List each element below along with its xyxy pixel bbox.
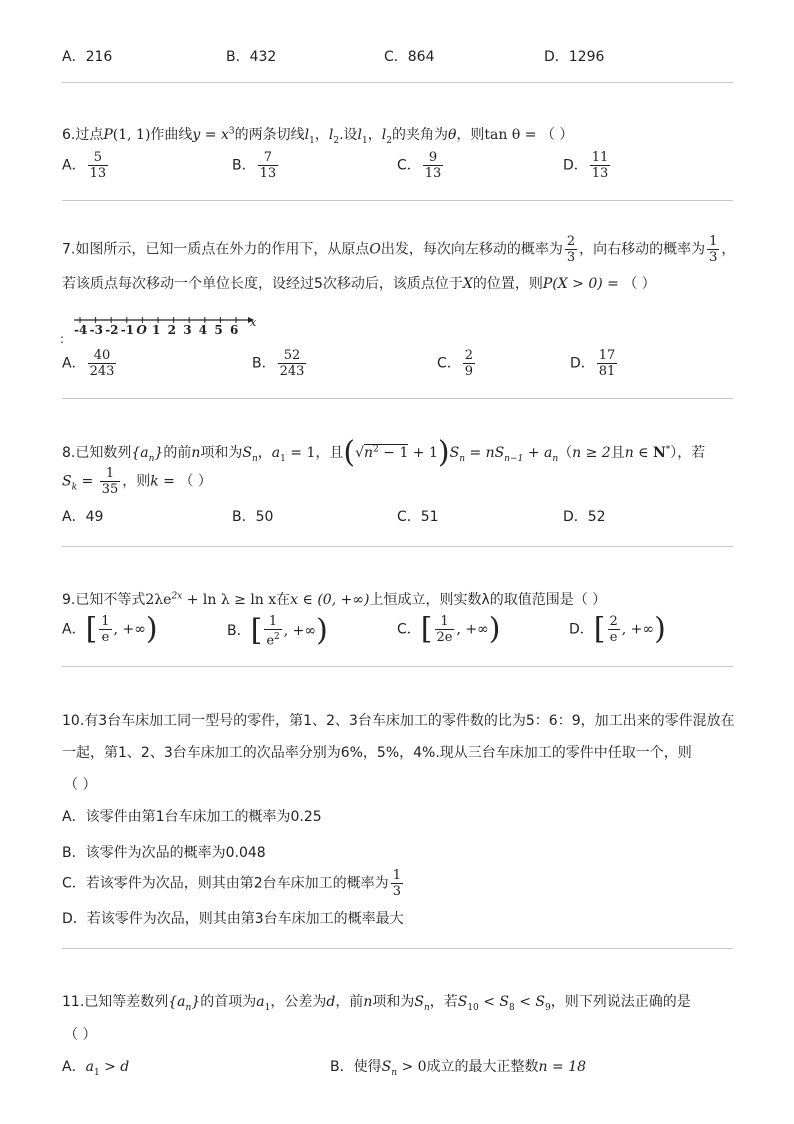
q10-option-a: A．该零件由第1台车床加工的概率为0.25 [62, 809, 322, 825]
q6-option-a: A． $\frac{5}{13}$ [62, 150, 107, 181]
q10-stem-line1: 10.有3台车床加工同一型号的零件，第1、2、3台车床加工的零件数的比为5：6：9，加工出来的零件混放在 [62, 713, 735, 729]
number-line-label: O [136, 323, 147, 337]
number-line-label: 6 [230, 323, 239, 337]
divider [62, 948, 733, 949]
q7-stem-line1: 7.如图所示，已知一质点在外力的作用下，从原点O出发，每次向左移动的概率为 $\frac{2}{3}$ ，向右移动的概率为 $\frac{1}{3}$ ， [62, 234, 736, 265]
q6-stem: 6.过点P(1, 1)作曲线$y = x^3$的两条切线$l_1$，$l_2$.设$l_1$，$l_2$的夹角为θ，则tan θ = （ ） [62, 126, 574, 146]
number-line-label: -4 [74, 323, 88, 337]
number-line-label: -3 [89, 323, 103, 337]
q5-option-d: D．1296 [544, 49, 605, 65]
q8-option-a: A．49 [62, 509, 104, 525]
q8-stem-line2: $S_k$ = $\frac{1}{35}$ ，则k = （ ） [62, 466, 212, 497]
q10-stem-line3: （ ） [64, 777, 97, 793]
q10-stem-line2: 一起，第1、2、3台车床加工的次品率分别为6%，5%，4%.现从三台车床加工的零件中任取一个，则 [62, 745, 692, 761]
divider [62, 546, 733, 547]
q6-option-c: C． $\frac{9}{13}$ [397, 150, 442, 181]
q8-option-c: C．51 [397, 509, 439, 525]
q8-option-d: D．52 [563, 509, 606, 525]
q6-option-d: D． $\frac{11}{13}$ [563, 150, 609, 181]
number-line-label: -2 [105, 323, 119, 337]
q10-option-b: B．该零件为次品的概率为0.048 [62, 845, 266, 861]
number-line-x-label: x [250, 316, 257, 329]
q10-option-d: D．若该零件为次品，则其由第3台车床加工的概率最大 [62, 911, 404, 927]
number-line-label: 5 [214, 323, 223, 337]
q11-option-b: B．使得$S_n > 0$成立的最大正整数n = 18 [330, 1059, 587, 1078]
q9-stem: 9.已知不等式$2\lambda e^{2x} + \ln \lambda \ge \ln x$在x ∈ (0, +∞)上恒成立，则实数λ的取值范围是（ ） [62, 591, 607, 608]
q7-option-b: B． $\frac{52}{243}$ [252, 348, 305, 379]
number-line-label: 2 [167, 323, 176, 337]
q8-stem-line1: 8.已知数列$\{a_n\}$的前n项和为$S_n$，$a_1 = 1$，且$(√n^2 - 1 + 1)S_n = nS_{n-1} + a_n(n \ge 2$且n ∈ N*），若 [62, 435, 706, 470]
divider [62, 398, 733, 399]
q7-option-a: A． $\frac{40}{243}$ [62, 348, 115, 379]
divider [62, 200, 733, 201]
figure-colon: : [60, 332, 65, 346]
q7-option-c: C． $\frac{2}{9}$ [437, 348, 474, 379]
q10-option-c: C．若该零件为次品，则其由第2台车床加工的概率为 $\frac{1}{3}$ [62, 868, 401, 899]
divider [62, 666, 733, 667]
q8-option-b: B．50 [232, 509, 274, 525]
q5-option-b: B．432 [226, 49, 277, 65]
q7-stem-line2: 若该质点每次移动一个单位长度，设经过5次移动后，该质点位于X的位置，则P(X > 0) = （ ） [62, 276, 656, 292]
q5-option-a: A．216 [62, 49, 113, 65]
q9-option-b: B．[ $\frac{1}{e^2}$ , +∞) [227, 613, 328, 649]
divider [62, 82, 733, 83]
number-line-label: 4 [198, 323, 208, 337]
q9-option-a: A．[ $\frac{1}{e}$ , +∞) [62, 611, 158, 647]
q6-option-b: B． $\frac{7}{13}$ [232, 150, 277, 181]
number-line-label: 1 [152, 323, 161, 337]
q9-option-c: C．[ $\frac{1}{2e}$ , +∞) [397, 611, 501, 647]
number-line-label: 3 [183, 323, 192, 337]
q7-option-d: D． $\frac{17}{81}$ [570, 348, 616, 379]
q11-stem-line2: （ ） [64, 1027, 97, 1043]
q11-stem-line1: 11.已知等差数列$\{a_n\}$的首项为$a_1$，公差为d，前n项和为$S_n$，若$S_{10} < S_8 < S_9$，则下列说法正确的是 [62, 994, 691, 1013]
q9-option-d: D．[ $\frac{2}{e}$ , +∞) [569, 611, 666, 647]
number-line-label: -1 [120, 323, 135, 337]
q5-option-c: C．864 [384, 49, 435, 65]
q11-option-a: A．$a_1 > d$ [62, 1059, 130, 1078]
